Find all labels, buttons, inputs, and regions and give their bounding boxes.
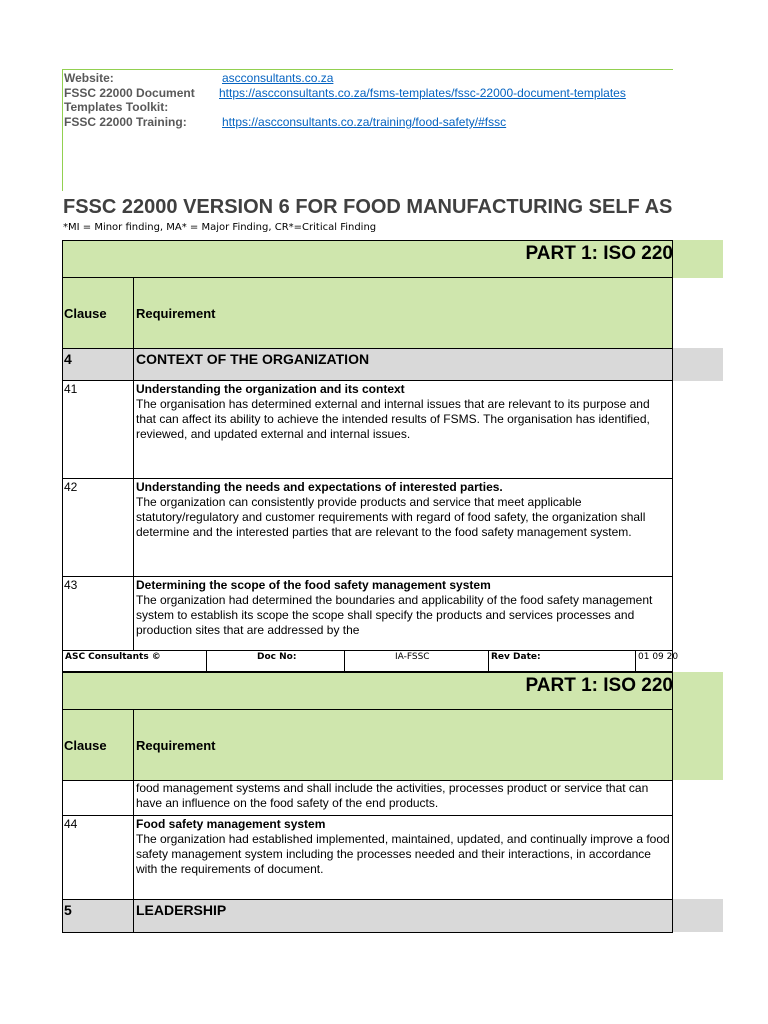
part-title: PART 1: ISO 220 — [525, 675, 673, 696]
section-number: 4 — [64, 351, 72, 367]
requirement-heading: Understanding the needs and expectations of interested parties. — [136, 480, 503, 494]
section-number: 5 — [64, 902, 72, 918]
requirement-text — [136, 382, 671, 442]
requirement-heading: Determining the scope of the food safety management system — [136, 578, 491, 592]
footer-doc-no: IA-FSSC — [344, 650, 489, 672]
finding-legend-note: *MI = Minor finding, MA* = Major Finding, CR*=Critical Finding — [63, 222, 377, 233]
document-title: FSSC 22000 VERSION 6 FOR FOOD MANUFACTURING SELF AS — [63, 196, 673, 218]
training-link[interactable]: https://ascconsultants.co.za/training/food-safety/#fssc — [222, 115, 507, 129]
clause-cell — [62, 780, 134, 816]
requirement-text — [136, 480, 671, 540]
requirement-text — [136, 781, 671, 811]
toolkit-link[interactable]: https://ascconsultants.co.za/fsms-templates/fssc-22000-document-templates — [219, 86, 626, 100]
header-top-border — [62, 69, 673, 70]
part-title: PART 1: ISO 220 — [525, 243, 673, 264]
footer-doc-no-label: Doc No: — [206, 650, 345, 672]
requirement-body: The organisation has determined external and internal issues that are relevant to its purpose and that can affect its ability to achieve the intended results of FSMS. The organisation has identified, reviewed, and updated external and internal issues. — [136, 397, 650, 441]
requirement-body: The organization had determined the boundaries and applicability of the food safety management system to establish its scope the scope shall specify the products and services processes and production sites that are addressed by the — [136, 593, 653, 637]
footer-rev-date-label: Rev Date: — [488, 650, 636, 672]
requirement-heading: Understanding the organization and its context — [136, 382, 405, 396]
section-num-cell-5 — [62, 899, 134, 933]
header-left-border — [62, 69, 63, 191]
section-title: LEADERSHIP — [136, 902, 227, 918]
clause-number: 41 — [64, 382, 78, 396]
requirement-body: The organization had established implemented, maintained, updated, and continually improve a food safety management system including the processes needed and their interactions, in accordance with the requirements of document. — [136, 832, 670, 876]
clause-header: Clause — [64, 738, 107, 753]
requirement-header: Requirement — [136, 306, 216, 321]
footer-company: ASC Consultants © — [62, 650, 207, 672]
requirement-heading: Food safety management system — [136, 817, 326, 831]
clause-number: 43 — [64, 578, 78, 592]
website-label: Website: — [64, 71, 114, 85]
website-link[interactable]: ascconsultants.co.za — [222, 71, 334, 85]
requirement-body: The organization can consistently provide products and service that meet applicable statutory/regulatory and customer requirements with regard of food safety, the organization shall determine and the interested parties that are relevant to the food safety management system. — [136, 495, 646, 539]
requirement-body: food management systems and shall include the activities, processes product or service that can have an influence on the food safety of the end products. — [136, 781, 649, 810]
requirement-text — [136, 817, 671, 877]
toolkit-label-line1: FSSC 22000 Document — [64, 86, 195, 100]
requirement-text — [136, 578, 671, 638]
footer-rev-date: 01 09 20 — [635, 650, 673, 672]
section-num-cell-4 — [62, 348, 134, 381]
toolkit-label-line2: Templates Toolkit: — [64, 100, 169, 114]
section-title: CONTEXT OF THE ORGANIZATION — [136, 351, 370, 367]
training-label: FSSC 22000 Training: — [64, 115, 187, 129]
requirement-header: Requirement — [136, 738, 216, 753]
clause-number: 42 — [64, 480, 78, 494]
clause-header: Clause — [64, 306, 107, 321]
clause-number: 44 — [64, 817, 78, 831]
